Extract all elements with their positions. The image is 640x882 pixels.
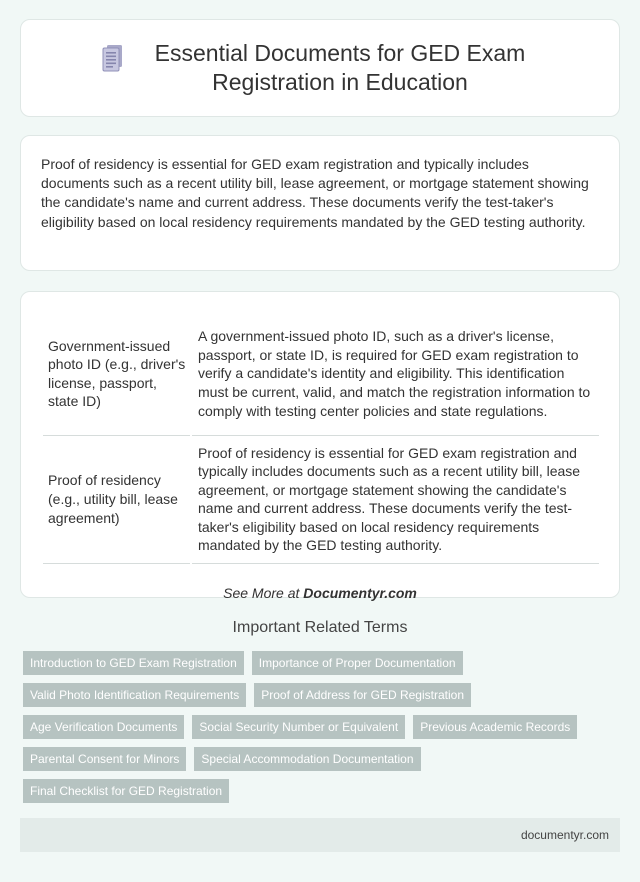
related-term-tag[interactable]: Social Security Number or Equivalent [192,715,405,739]
tag-row [23,747,623,771]
title-card [20,19,620,117]
see-more-prefix: See More at [223,585,304,602]
related-term-tag[interactable]: Age Verification Documents [23,715,184,739]
related-term-tag[interactable]: Valid Photo Identification Requirements [23,683,246,707]
intro-card [20,135,620,271]
documents-table [43,313,599,564]
related-term-tag[interactable]: Introduction to GED Exam Registration [23,651,244,675]
related-terms-tags [23,651,623,811]
table-term-cell: Proof of residency (e.g., utility bill, lease agreement) [43,435,191,564]
document-icon [100,43,126,73]
documents-table-card [20,291,620,602]
related-term-tag[interactable]: Previous Academic Records [413,715,577,739]
table-description-cell: Proof of residency is essential for GED exam registration and typically includes documents such as a recent utility bill, lease agreement, or mortgage statement showing the candidate's name and current address. These documents verify the test-taker's eligibility based on local residency requirements mandated by the GED testing authority. [191,435,599,564]
related-term-tag[interactable]: Special Accommodation Documentation [194,747,420,771]
see-more-link[interactable]: Documentyr.com [303,585,417,602]
table-row [43,313,599,435]
tag-row [23,651,623,675]
related-terms-heading: Important Related Terms [232,619,408,636]
table-row [43,435,599,564]
related-term-tag[interactable]: Proof of Address for GED Registration [254,683,471,707]
table-term-cell: Government-issued photo ID (e.g., driver's license, passport, state ID) [43,313,191,435]
see-more-line [43,585,597,601]
related-term-tag[interactable]: Parental Consent for Minors [23,747,186,771]
related-term-tag[interactable]: Final Checklist for GED Registration [23,779,229,803]
related-term-tag[interactable]: Importance of Proper Documentation [252,651,463,675]
tag-row [23,715,623,739]
footer-site-link[interactable]: documentyr.com [520,828,609,842]
table-description-cell: A government-issued photo ID, such as a driver's license, passport, or state ID, is required for GED exam registration to verify a candidate's identity and eligibility. This identification must be current, valid, and match the registration information to comply with testing center policies and state regulations. [191,313,599,435]
intro-paragraph: Proof of residency is essential for GED exam registration and typically includes documents such as a recent utility bill, lease agreement, or mortgage statement showing the candidate's name and current address. These documents verify the test-taker's eligibility based on local residency requirements mandated by the GED testing authority. [41,156,589,230]
tag-row [23,683,623,707]
footer [20,818,620,852]
tag-row [23,779,623,803]
page-title: Essential Documents for GED Exam Registration in Education [154,40,526,95]
